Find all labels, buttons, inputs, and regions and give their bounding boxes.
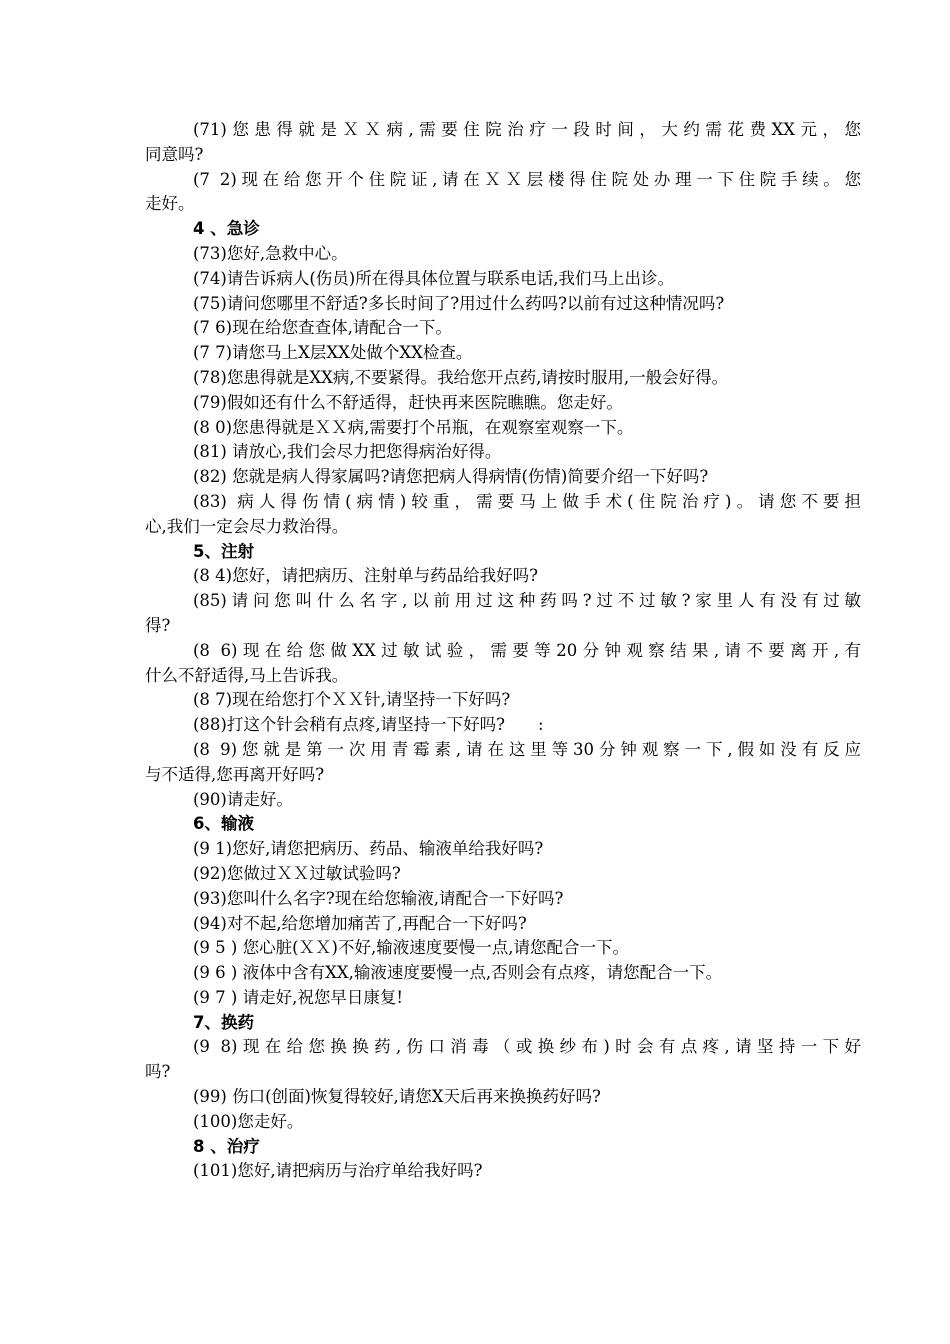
paragraph-line: (79)假如还有什么不舒适得，赶快再来医院瞧瞧。您走好。 [193,392,623,412]
document-page [0,118,950,1184]
paragraph-line: (8 7)现在给您打个ＸＸ针,请坚持一下好吗? [193,690,511,710]
paragraph-line: 心,我们一定会尽力救治得。 [145,516,349,536]
paragraph-line: 什么不舒适得,马上告诉我。 [145,665,349,685]
paragraph-line: (9 1)您好,请您把病历、药品、输液单给我好吗? [193,839,544,859]
paragraph-line: (9 6 ) 液体中含有XX,输液速度要慢一点,否则会有点疼，请您配合一下。 [193,963,723,983]
paragraph-line: (71)您患得就是ＸＸ病,需要住院治疗一段时间，大约需花费XX元，您 [193,120,861,139]
paragraph-line: (73)您好,急救中心。 [193,243,348,263]
paragraph-line: (88)打这个针会稍有点疼,请坚持一下好吗? : [193,715,544,735]
paragraph-line: 吗? [145,1062,171,1082]
paragraph-line: (8 4)您好，请把病历、注射单与药品给我好吗? [193,566,538,586]
section-heading: 6、输液 [193,814,254,834]
paragraph-line: (85)请问您叫什么名字,以前用过这种药吗?过不过敏?家里人有没有过敏 [193,591,861,611]
section-heading: 4 、急诊 [193,219,260,239]
paragraph-line: (7 6)现在给您查查体,请配合一下。 [193,318,452,338]
section-heading: 5、注射 [193,541,254,561]
paragraph-line: (99) 伤口(创面)恢复得较好,请您X天后再来换换药好吗? [193,1087,601,1107]
paragraph-line: 得? [145,615,171,635]
paragraph-line: (78)您患得就是XX病,不要紧得。我给您开点药,请按时服用,一般会好得。 [193,367,729,387]
paragraph-line: (7 2)现在给您开个住院证,请在ＸＸ层楼得住院处办理一下住院手续。您 [193,169,861,189]
paragraph-line: 同意吗? [145,144,204,164]
paragraph-line: (94)对不起,给您增加痛苦了,再配合一下好吗? [193,913,527,933]
paragraph-line: (90)请走好。 [193,789,293,809]
paragraph-line: (8 0)您患得就是ＸＸ病,需要打个吊瓶，在观察室观察一下。 [193,417,634,437]
paragraph-line: 走好。 [145,194,195,214]
paragraph-line: (9 8)现在给您换换药,伤口消毒（或换纱布)时会有点疼,请坚持一下好 [193,1037,861,1057]
paragraph-line: (9 7 ) 请走好,祝您早日康复! [193,987,403,1007]
paragraph-line: (93)您叫什么名字?现在给您输液,请配合一下好吗? [193,888,564,908]
paragraph-line: (92)您做过ＸＸ过敏试验吗? [193,863,401,883]
paragraph-line: (100)您走好。 [193,1111,304,1131]
paragraph-line: (75)请问您哪里不舒适?多长时间了?用过什么药吗?以前有过这种情况吗? [193,293,725,313]
paragraph-line: (8 9)您就是第一次用青霉素,请在这里等30分钟观察一下,假如没有反应 [193,739,861,759]
paragraph-line: (82) 您就是病人得家属吗?请您把病人得病情(伤情)简要介绍一下好吗? [193,467,709,487]
paragraph-line: (101)您好,请把病历与治疗单给我好吗? [193,1161,483,1181]
paragraph-line: (9 5 ) 您心脏(ＸＸ)不好,输液速度要慢一点,请您配合一下。 [193,938,629,958]
section-heading: 7、换药 [193,1012,254,1032]
paragraph-line: (7 7)请您马上X层XX处做个XX检查。 [193,343,473,363]
paragraph-line: (74)请告诉病人(伤员)所在得具体位置与联系电话,我们马上出诊。 [193,268,674,288]
paragraph-line: 与不适得,您再离开好吗? [145,764,325,784]
paragraph-line: (83) 病人得伤情(病情)较重，需要马上做手术(住院治疗)。请您不要担 [193,491,861,511]
paragraph-line: (81) 请放心,我们会尽力把您得病治好得。 [193,442,502,462]
section-heading: 8 、治疗 [193,1136,260,1156]
paragraph-line: (8 6)现在给您做XX过敏试验，需要等20分钟观察结果,请不要离开,有 [193,640,861,660]
